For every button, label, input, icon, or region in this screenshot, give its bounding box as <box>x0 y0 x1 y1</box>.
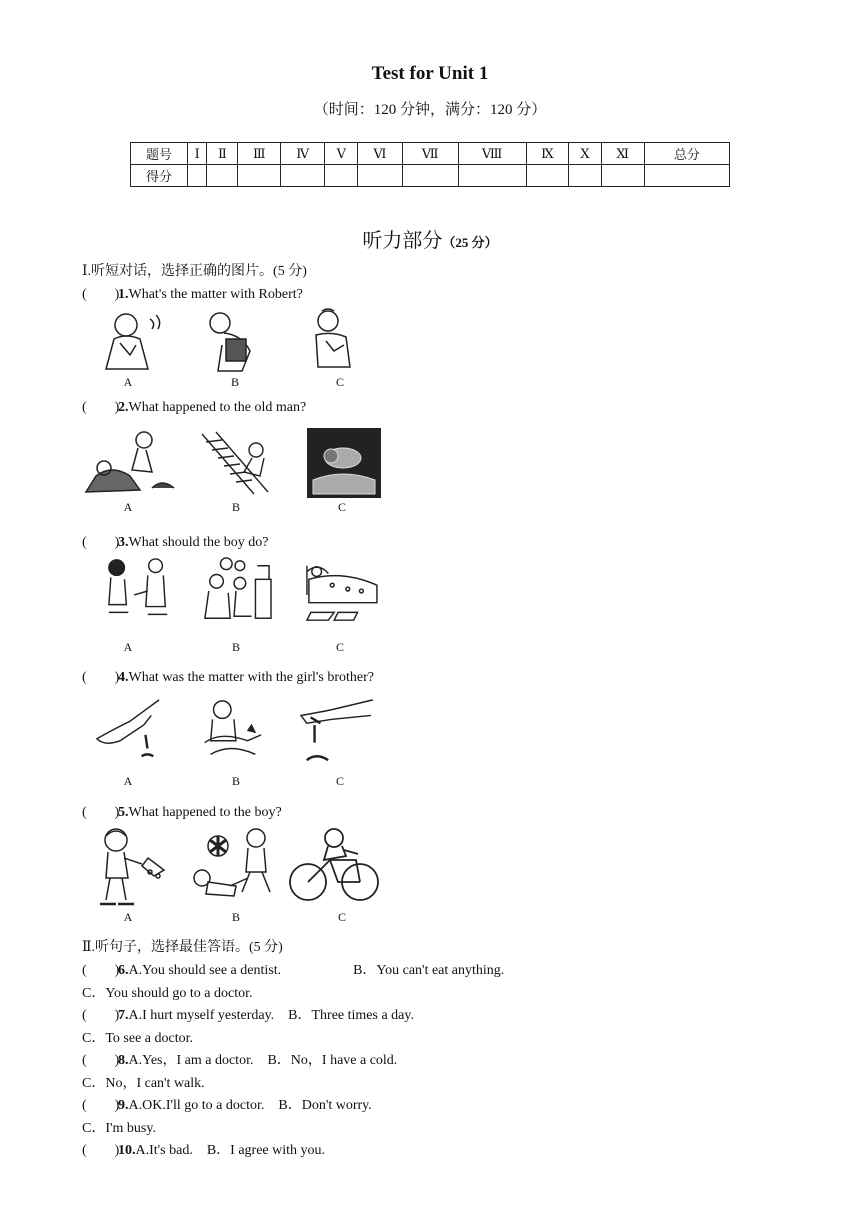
section-title: 听力部分 <box>362 230 443 252</box>
page-subtitle: （时间：120 分钟，满分：120 分） <box>313 102 547 118</box>
question-1: ( )1.What's the matter with Robert? <box>82 283 303 303</box>
picture-option-c[interactable] <box>307 428 381 498</box>
answer-blank[interactable]: ( ) <box>82 535 120 550</box>
question-3: ( )3.What should the boy do? <box>82 531 268 551</box>
picture-option-b[interactable] <box>196 696 268 766</box>
score-input-cell[interactable] <box>358 165 402 187</box>
option-label: C <box>335 375 344 389</box>
option-label: B <box>231 640 240 654</box>
option-label: A <box>123 774 133 788</box>
picture-option-b[interactable] <box>198 428 280 498</box>
part2-heading: Ⅱ.听句子，选择最佳答语。(5 分) <box>82 940 283 955</box>
question-9-option-c: C．I'm busy. <box>82 1121 156 1136</box>
score-input-cell[interactable] <box>526 165 569 187</box>
picture-option-c[interactable] <box>292 696 376 766</box>
score-cell: 题号 <box>131 143 188 165</box>
answer-blank[interactable]: ( ) <box>82 1143 120 1158</box>
question-7-option-c: C．To see a doctor. <box>82 1031 193 1046</box>
question-5: ( )5.What happened to the boy? <box>82 801 282 821</box>
picture-option-a[interactable] <box>90 696 164 766</box>
answer-blank[interactable]: ( ) <box>82 805 120 820</box>
score-cell: Ⅸ <box>526 143 569 165</box>
option-label: B <box>231 910 240 924</box>
picture-option-a[interactable] <box>82 428 178 498</box>
question-4: ( )4.What was the matter with the girl's brother? <box>82 666 374 686</box>
score-input-cell[interactable] <box>402 165 458 187</box>
picture-option-a[interactable] <box>104 556 176 626</box>
score-cell: Ⅰ <box>188 143 207 165</box>
score-input-cell[interactable] <box>207 165 238 187</box>
option-label: A <box>123 910 133 924</box>
picture-option-b[interactable] <box>196 556 276 626</box>
option-label: B <box>231 500 240 514</box>
answer-blank[interactable]: ( ) <box>82 400 120 415</box>
score-table <box>130 142 730 187</box>
question-6-option-c: C．You should go to a doctor. <box>82 986 253 1001</box>
score-cell: Ⅶ <box>402 143 458 165</box>
picture-option-a[interactable] <box>90 305 176 375</box>
section-heading <box>0 224 860 253</box>
score-input-cell[interactable] <box>601 165 644 187</box>
answer-blank[interactable]: ( ) <box>82 287 120 302</box>
score-table-row-headers <box>131 143 730 165</box>
page-title: Test for Unit 1 <box>371 63 489 84</box>
score-input-cell[interactable] <box>569 165 601 187</box>
picture-option-c[interactable] <box>286 826 382 906</box>
score-input-cell[interactable] <box>238 165 281 187</box>
score-cell: Ⅴ <box>325 143 358 165</box>
score-row-label: 得分 <box>131 165 188 187</box>
answer-blank[interactable]: ( ) <box>82 963 120 978</box>
picture-option-a[interactable] <box>96 826 170 910</box>
part1-heading: Ⅰ.听短对话，选择正确的图片。(5 分) <box>82 264 307 279</box>
answer-blank[interactable]: ( ) <box>82 1098 120 1113</box>
score-cell: Ⅷ <box>458 143 526 165</box>
picture-option-c[interactable] <box>294 305 380 375</box>
question-8-option-c: C．No，I can't walk. <box>82 1076 205 1091</box>
option-label: A <box>123 500 133 514</box>
option-label: A <box>123 375 133 389</box>
score-input-cell[interactable] <box>325 165 358 187</box>
score-cell: Ⅵ <box>358 143 402 165</box>
option-label: A <box>123 640 133 654</box>
section-points: （25 分） <box>442 235 498 250</box>
option-label: C <box>337 910 346 924</box>
option-label: C <box>335 640 344 654</box>
score-cell: Ⅳ <box>281 143 325 165</box>
score-cell: Ⅱ <box>207 143 238 165</box>
score-input-cell[interactable] <box>281 165 325 187</box>
picture-option-b[interactable] <box>192 305 278 375</box>
question-8: ( )8.A.Yes，I am a doctor. B．No，I have a cold. <box>82 1049 397 1069</box>
option-label: C <box>335 774 344 788</box>
option-label: B <box>230 375 239 389</box>
question-7: ( )7.A.I hurt myself yesterday. B．Three times a day. <box>82 1004 414 1024</box>
option-label: C <box>337 500 346 514</box>
score-cell: Ⅺ <box>601 143 644 165</box>
picture-option-b[interactable] <box>184 826 284 910</box>
score-input-cell[interactable] <box>644 165 729 187</box>
score-input-cell[interactable] <box>458 165 526 187</box>
score-cell: 总分 <box>644 143 729 165</box>
picture-option-c[interactable] <box>298 556 382 626</box>
question-2: ( )2.What happened to the old man? <box>82 396 306 416</box>
score-cell: Ⅹ <box>569 143 601 165</box>
answer-blank[interactable]: ( ) <box>82 1053 120 1068</box>
option-label: B <box>231 774 240 788</box>
question-10: ( )10.A.It's bad. B．I agree with you. <box>82 1139 325 1159</box>
question-9: ( )9.A.OK.I'll go to a doctor. B．Don't worry. <box>82 1094 372 1114</box>
question-6: ( )6.A.You should see a dentist. B．You can't eat anything. <box>82 959 504 979</box>
score-input-cell[interactable] <box>188 165 207 187</box>
answer-blank[interactable]: ( ) <box>82 1008 120 1023</box>
score-cell: Ⅲ <box>238 143 281 165</box>
answer-blank[interactable]: ( ) <box>82 670 120 685</box>
score-table-row-scores <box>131 165 730 187</box>
